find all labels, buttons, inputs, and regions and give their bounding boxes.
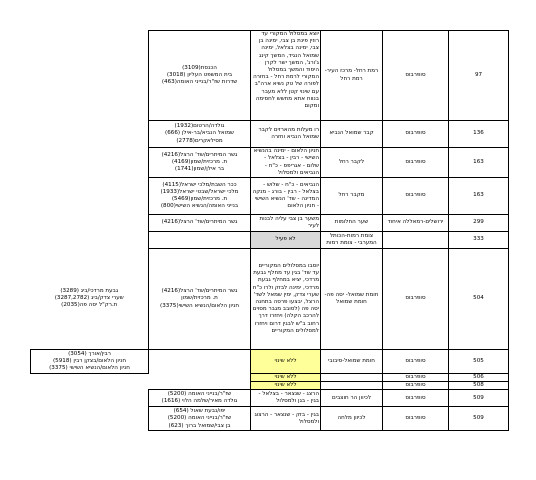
destination-cell: [321, 374, 383, 382]
line-number-cell: 509: [449, 390, 509, 407]
route-cell: רו מעלות מהארזים לקבר שמואל הנביא וחזרה: [251, 121, 321, 148]
route-cell: יוסבו במסלולים המקוריים עד שד' בגין עד מחלף גבעת מרדכי, יציא במחלף גבעת מרדכי, ימינה לבזק ולרו כ"ח שערי צדק, ימין שמאל לשד' הרצל, יבצעו פרסה בתחנה יסה פה (לסובב מגבר מסוים להרכב הקלה) ויחזרו דרך רחוב ב"ש לבגין דרום ויחזרו למסלולים המקוריים: [251, 249, 321, 350]
empty-cell: [31, 382, 149, 390]
table-row: [31, 407, 509, 431]
table-row: [31, 249, 509, 350]
stops-cell: גשר המיתרים/שד' הרצל(4216) ת. מרכזית/שמון(4169) בר אילן/שמון(1741): [149, 148, 251, 178]
operator-cell: סופרבוס: [383, 350, 449, 374]
line-number-cell: 509: [449, 407, 509, 431]
destination-cell: קבר שמואל הנביא: [321, 121, 383, 148]
empty-cell: [31, 121, 149, 148]
line-number-cell: 333: [449, 232, 509, 249]
operator-cell: סופרבוס: [383, 390, 449, 407]
destination-cell: לכיוון מלחה: [321, 407, 383, 431]
empty-cell: [31, 390, 149, 407]
empty-cell: [31, 374, 149, 382]
destination-cell: מקבר רחל: [321, 178, 383, 215]
destination-cell: חומת שמואל-סיבובי: [321, 350, 383, 374]
line-number-cell: 299: [449, 215, 509, 232]
line-number-cell: 504: [449, 249, 509, 350]
route-cell: לא פעיל: [251, 232, 321, 249]
line-number-cell: 508: [449, 382, 509, 390]
line-number-cell: 136: [449, 121, 509, 148]
line-number-cell: 163: [449, 148, 509, 178]
empty-cell: [149, 374, 251, 382]
stops-cell: שז"ר/בנייני האומה (5200) גולדה מאיר/שלמה הלוי (1616): [149, 390, 251, 407]
empty-cell: [31, 215, 149, 232]
route-cell: בגין - בזק - שנצאר - הרצוג ולמסלול: [251, 407, 321, 431]
table-row: [31, 121, 509, 148]
operator-cell: סופרבוס: [383, 374, 449, 382]
destination-cell: חומת שמואל- יסה פה- חומת שמואל: [321, 249, 383, 350]
table-row: [31, 178, 509, 215]
table-row: [31, 390, 509, 407]
route-cell: חניון הלאום - ימינה בהנשיא השישי - רבין - בצלאל - שלום - אגריפס - כ"ח - הנביאים ולמסלול: [251, 148, 321, 178]
stops-cell: גשר המיתרים/שד' הרצל(4216): [149, 215, 251, 232]
operator-cell: סופרבוס: [383, 178, 449, 215]
table-row: [31, 148, 509, 178]
table-row: [31, 382, 509, 390]
operator-cell: [383, 232, 449, 249]
route-cell: ללא שינוי: [251, 374, 321, 382]
table-row: [31, 350, 509, 374]
line-number-cell: 506: [449, 374, 509, 382]
destination-cell: שער החלומות: [321, 215, 383, 232]
table-row: [31, 31, 509, 121]
stops-cell: [149, 232, 251, 249]
empty-cell: [31, 232, 149, 249]
operator-cell: סופרבוס: [383, 382, 449, 390]
stops-cell: ככר השבת/מלכי ישראל(4115) מלכי ישראל/שבטי ישראל(1933) ת. מרכזית/שמון(5469) בנייני האומה/הנשיא השישי(800): [149, 178, 251, 215]
route-cell: ללא שינוי: [251, 350, 321, 374]
operator-cell: ירושלים-רמאללה איחוד: [383, 215, 449, 232]
empty-cell: [149, 350, 251, 374]
stops-cell-extra: גבעת מרדכי/ביג (3289) שערי צדק/ביג (3287,2782) ת.רק"ל יסה פה(2035): [54, 287, 124, 309]
operator-cell: סופרבוס: [383, 249, 449, 350]
operator-cell: סופרבוס: [383, 31, 449, 121]
empty-cell: [31, 178, 149, 215]
destination-cell: [321, 382, 383, 390]
route-cell: הנביאים - כ"ח - שלוש - בצלאל - רבין - בורג - מנקה המדינה - שד' הנשיא השישי - חניון הלאום: [251, 178, 321, 215]
stops-cell: הכנסת(3109) בית המשפט העליון (3018) שדרות שז"ר/בנייני האומה(463): [149, 31, 251, 121]
route-cell: ללא שינוי: [251, 382, 321, 390]
empty-cell: [31, 148, 149, 178]
stops-cell: רבין/אורך (3054) חניון הלאום/בצקן רבין (5918) חניון הלאום/הנשיא השישי (3375): [31, 350, 149, 374]
destination-cell: לקבר רחל: [321, 148, 383, 178]
destination-cell: רמת רחל- מרכז העיר- רמת רחל: [321, 31, 383, 121]
route-changes-table: [30, 30, 509, 431]
table-row: [31, 374, 509, 382]
route-cell: משער בן צבי עליה לבנות לעיר: [251, 215, 321, 232]
empty-cell: [31, 31, 149, 121]
route-cell: הרצג - שנצאר - בצלאל - בגין - בגן ולמסלול: [251, 390, 321, 407]
empty-cell: [31, 407, 149, 431]
destination-cell: צומת רמות-הכותל המערבי - צומת רמות: [321, 232, 383, 249]
table-row: [31, 215, 509, 232]
table-row: [31, 232, 509, 249]
stops-cell: יפו/נבעת שאול (654) שז"ר/בנייני האומה (5200) בן צבי/שמואל ברוך (623): [149, 407, 251, 431]
stops-cell: גולדה/הרטום(1932) שמואל הנביא/בר-אילן (666) מסילאקרים(2778): [149, 121, 251, 148]
line-number-cell: 505: [449, 350, 509, 374]
empty-cell: [149, 382, 251, 390]
destination-cell: לכיוון הר חוצבים: [321, 390, 383, 407]
line-number-cell: 163: [449, 178, 509, 215]
operator-cell: סופרבוס: [383, 407, 449, 431]
route-cell: יוצא במסלול המקורי עד רוזין פינת בן צבי, ימינה בן צבי, ימינה בצלאל, ימינה שמואל הנגיד, המשך קינג ג'ורג', המשך ישר לקרן היסוד והמשך במסלול המקורי לרמת רחל - בחזרה לפורה של טק נשיא ארה"ב עם שינוי קטן ללא מעבר בנווח אתא מחשש לחסימה ומקום: [251, 31, 321, 121]
operator-cell: סופרבוס: [383, 148, 449, 178]
stops-cell: גשר המיתרים/שד' הרצל(4216) ת. מרכזית/שמון חניון הלאום/הנשיא השישי(3375): [149, 249, 251, 350]
operator-cell: סופרבוס: [383, 121, 449, 148]
line-number-cell: 97: [449, 31, 509, 121]
